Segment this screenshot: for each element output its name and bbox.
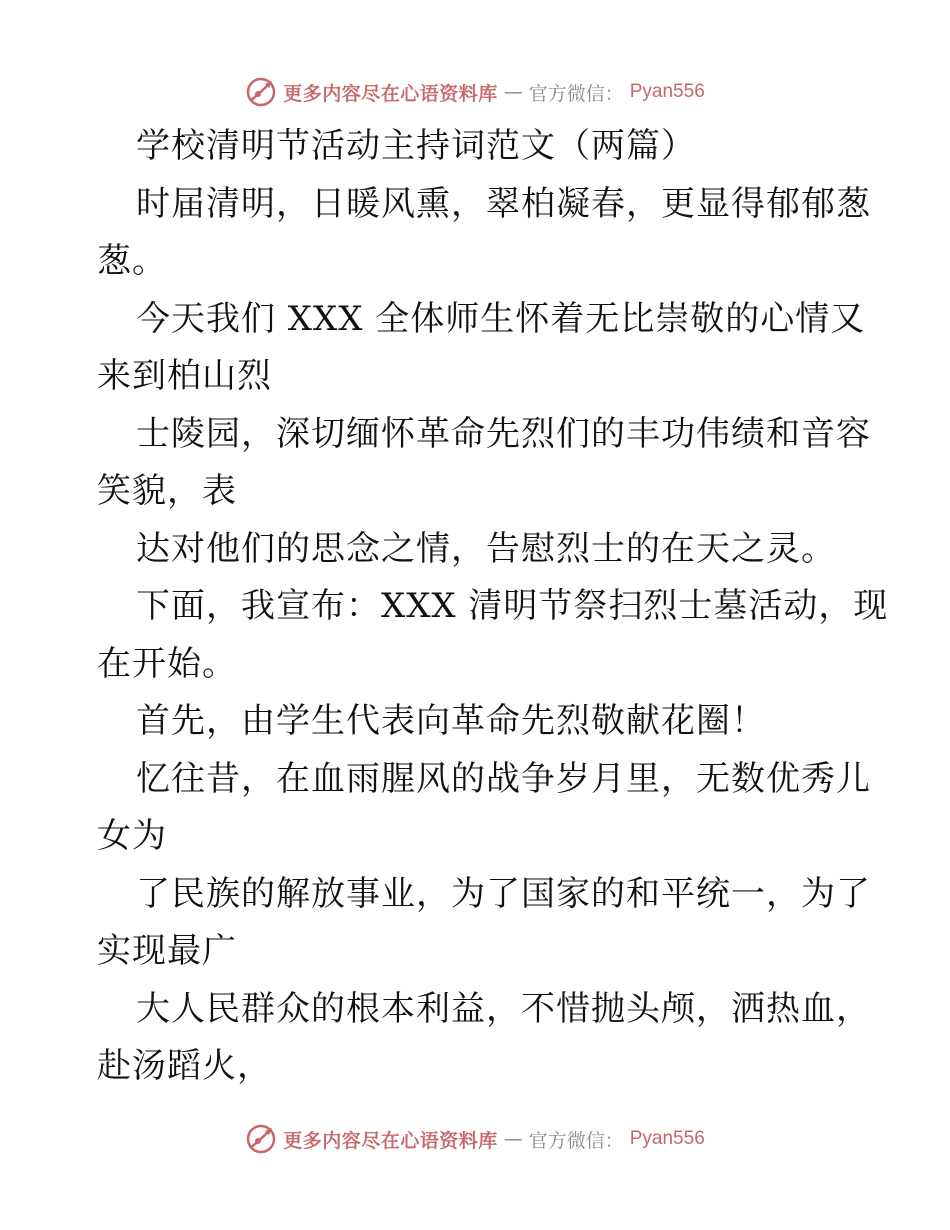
- document-body: [97, 118, 889, 1096]
- brand-logo-icon: [245, 1123, 277, 1155]
- text-line: 下面，我宣布：XXX 清明节祭扫烈士墓活动，现: [136, 586, 889, 626]
- footer-wechat-label: 官方微信：: [528, 1129, 624, 1152]
- text-line: 实现最广: [97, 931, 237, 971]
- text-line: 今天我们 XXX 全体师生怀着无比崇敬的心情又: [136, 298, 866, 339]
- text-line: 笑貌，表: [97, 471, 237, 511]
- footer-wechat-id: Pyan556: [629, 1128, 705, 1149]
- text-line: 忆往昔，在血雨腥风的战争岁月里，无数优秀儿: [136, 758, 871, 799]
- header-wechat-label: 官方微信：: [528, 82, 624, 105]
- header-dash: —: [503, 81, 523, 103]
- text-line: 了民族的解放事业，为了国家的和平统一，为了: [136, 873, 871, 914]
- footer-watermark: [0, 1119, 950, 1159]
- header-watermark: [0, 72, 950, 112]
- text-line: 女为: [97, 816, 167, 856]
- text-line: 学校清明节活动主持词范文（两篇）: [136, 126, 696, 166]
- text-line: 士陵园，深切缅怀革命先烈们的丰功伟绩和音容: [136, 413, 871, 454]
- header-wechat-id: Pyan556: [629, 81, 705, 102]
- text-line: 首先，由学生代表向革命先烈敬献花圈！: [136, 701, 766, 741]
- text-line: 大人民群众的根本利益，不惜抛头颅，洒热血，: [136, 988, 871, 1029]
- footer-brand-text: 更多内容尽在心语资料库: [283, 1129, 498, 1152]
- text-line: 来到柏山烈: [97, 356, 272, 396]
- footer-dash: —: [503, 1128, 523, 1150]
- text-line: 时届清明，日暖风熏，翠柏凝春，更显得郁郁葱: [136, 183, 871, 224]
- text-line: 在开始。: [97, 643, 237, 684]
- text-line: 达对他们的思念之情，告慰烈士的在天之灵。: [136, 528, 836, 569]
- brand-logo-icon: [245, 76, 277, 108]
- header-brand-text: 更多内容尽在心语资料库: [283, 82, 498, 105]
- text-line: 葱。: [97, 241, 167, 281]
- text-line: 赴汤蹈火，: [97, 1046, 272, 1086]
